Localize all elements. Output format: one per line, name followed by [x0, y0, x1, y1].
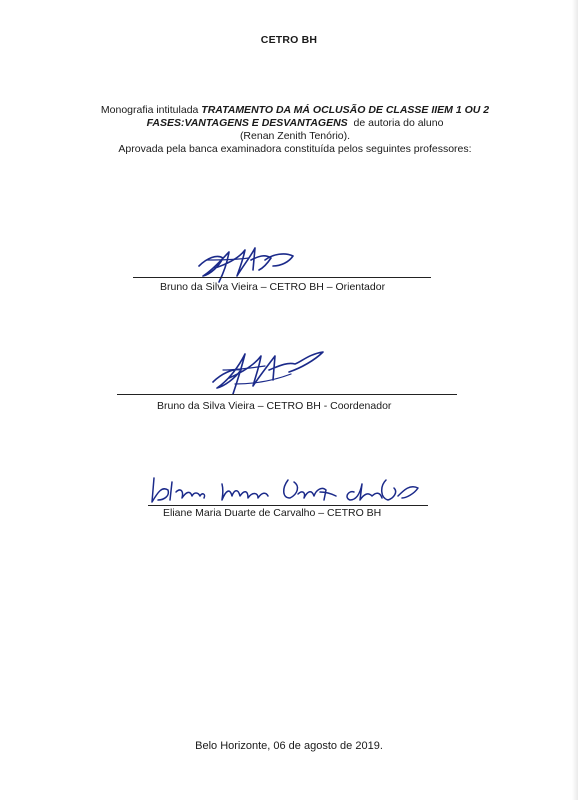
place-and-date: Belo Horizonte, 06 de agosto de 2019.	[195, 740, 383, 752]
signature-caption-3: Eliane Maria Duarte de Carvalho – CETRO BH	[163, 507, 382, 519]
signature-mark-1	[193, 236, 303, 286]
signature-mark-3	[148, 470, 428, 510]
intro-prefix: Monografia intitulada	[100, 104, 202, 116]
signature-caption-2: Bruno da Silva Vieira – CETRO BH - Coordenador	[157, 400, 392, 412]
approval-line: Aprovada pela banca examinadora constituída pelos seguintes professores:	[118, 143, 472, 155]
intro-line-1	[60, 104, 530, 117]
thesis-title-part-1: TRATAMENTO DA MÁ OCLUSÃO DE CLASSE IIEM 1 OU 2	[201, 104, 490, 116]
author-name: (Renan Zenith Tenório).	[239, 130, 351, 142]
signature-line-1	[133, 277, 431, 278]
signature-line-2	[117, 394, 457, 395]
signature-line-3	[148, 505, 428, 506]
author-label: de autoria do aluno	[347, 117, 444, 129]
intro-line-2	[60, 117, 530, 130]
signature-mark-2	[205, 340, 335, 400]
approval-statement	[60, 104, 530, 156]
institution-header: CETRO BH	[260, 34, 318, 46]
thesis-title-part-2: FASES:VANTAGENS E DESVANTAGENS	[146, 117, 348, 129]
signature-caption-1: Bruno da Silva Vieira – CETRO BH – Orientador	[160, 281, 386, 293]
scan-edge-shadow	[572, 0, 578, 800]
